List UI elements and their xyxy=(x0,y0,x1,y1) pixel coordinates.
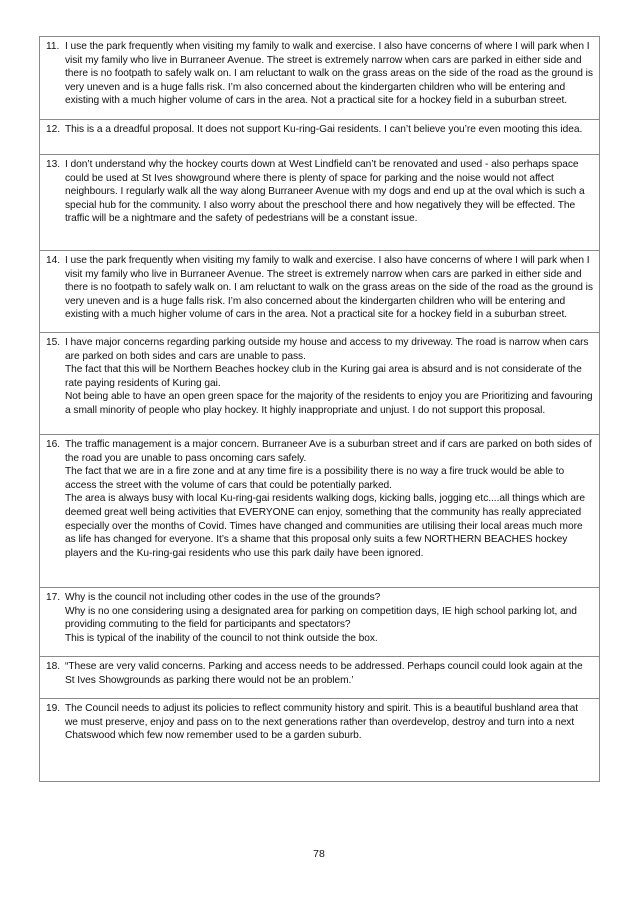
comment-cell xyxy=(40,435,600,588)
comment xyxy=(46,40,593,108)
comment-text xyxy=(65,591,593,645)
comment-row-16 xyxy=(40,435,600,588)
comment xyxy=(46,438,593,560)
comment-paragraph: The Council needs to adjust its policies to reflect community history and spirit. This is a beautiful bushland area that we must preserve, enjoy and pass on to the next generations rather than overdevelop, destroy and turn into a next Chatswood which few now remember used to be a garden suburb. xyxy=(65,703,579,742)
comment-paragraph: I don’t understand why the hockey courts down at West Lindfield can’t be renovated and used - also perhaps space could be used at St Ives showground where there is plenty of space for parking and the noise would not affect neighbours. I regularly walk all the way along Burraneer Avenue with my dogs and end up at the oval which is such a special hub for the community. I also worry about the preschool there and how negatively they will be effected. The traffic will be a nightmare and the safety of pedestrians will be a constant issue. xyxy=(65,159,585,225)
comment-text xyxy=(65,336,593,418)
comment-row-15 xyxy=(40,333,600,435)
comment-paragraph: This is a a dreadful proposal. It does not support Ku-ring-Gai residents. I can’t believe you’re even mooting this idea. xyxy=(65,124,583,135)
comment-number: 13. xyxy=(46,159,61,170)
comment-row-13 xyxy=(40,155,600,251)
comment-paragraph: Why is no one considering using a designated area for parking on competition days, IE high school parking lot, and providing commuting to the field for participants and spectators? xyxy=(65,605,577,631)
comment-paragraph: “These are very valid concerns. Parking and access needs to be addressed. Perhaps council could look again at the St Ives Showgrounds as parking there would not be an problem.’ xyxy=(65,661,583,686)
page-number: 78 xyxy=(313,848,325,860)
comment-row-11 xyxy=(40,37,600,120)
comment-text xyxy=(65,40,593,108)
comment-cell xyxy=(40,120,600,155)
comment-paragraph: The traffic management is a major concern. Burraneer Ave is a suburban street and if cars are parked on both sides of the road you are unable to pass oncoming cars safely. xyxy=(65,439,592,464)
comment-number: 15. xyxy=(46,337,61,348)
comment-cell xyxy=(40,657,600,699)
comment-text xyxy=(65,123,593,137)
comment xyxy=(46,254,593,322)
comment xyxy=(46,591,593,645)
comment-paragraph: The area is always busy with local Ku-ring-gai residents walking dogs, kicking balls, jogging etc....all things which are deemed great well being activities that EVERYONE can enjoy, something that the community has really appreciated especially over the months of Covid. Times have changed and communities are utilising their local areas much more as life has changed for everyone. It’s a shame that this proposal only suits a few NORTHERN BEACHES hockey players and the Ku-ring-gai residents who use this park daily have been ignored. xyxy=(65,493,585,559)
comment-paragraph: I use the park frequently when visiting my family to walk and exercise. I also have concerns of where I will park when I visit my family who live in Burraneer Avenue. The street is extremely narrow when cars are parked in either side and there is no footpath to safely walk on. I am reluctant to walk on the grass areas on the side of the road as the ground is very uneven and is a huge falls risk. I’m also concerned about the kindergarten children who will be entering and existing with a much higher volume of cars in the area. Not a practical site for a hockey field in a suburban street. xyxy=(65,255,593,321)
comment-row-14 xyxy=(40,251,600,333)
comment-number: 19. xyxy=(46,703,61,714)
comment-number: 17. xyxy=(46,592,61,603)
comment xyxy=(46,702,593,743)
comment-number: 16. xyxy=(46,439,61,450)
comment-row-12 xyxy=(40,120,600,155)
comment-paragraph: Not being able to have an open green space for the majority of the residents to enjoy you are Prioritizing and favouring a small minority of people who play hockey. It highly inappropriate and unjust. I do not support this proposal. xyxy=(65,391,593,416)
comment-number: 18. xyxy=(46,661,61,672)
comment xyxy=(46,336,593,418)
comment-row-17 xyxy=(40,588,600,657)
comment-cell xyxy=(40,699,600,782)
comment-text xyxy=(65,702,593,743)
comment-paragraph: I use the park frequently when visiting my family to walk and exercise. I also have concerns of where I will park when I visit my family who live in Burraneer Avenue. The street is extremely narrow when cars are parked in either side and there is no footpath to safely walk on. I am reluctant to walk on the grass areas on the side of the road as the ground is very uneven and is a huge falls risk. I’m also concerned about the kindergarten children who will be entering and existing with a much higher volume of cars in the area. Not a practical site for a hockey field in a suburban street. xyxy=(65,41,593,107)
comment-text xyxy=(65,254,593,322)
comment-row-19 xyxy=(40,699,600,782)
comment-paragraph: The fact that we are in a fire zone and at any time fire is a possibility there is no way a fire truck would be able to access the street with the volume of cars that could be potentially parked. xyxy=(65,466,565,491)
comment-paragraph: Why is the council not including other codes in the use of the grounds? xyxy=(65,592,381,603)
comment-number: 12. xyxy=(46,124,61,135)
comment-cell xyxy=(40,251,600,333)
comment-text xyxy=(65,660,593,687)
comment xyxy=(46,158,593,226)
comment-cell xyxy=(40,37,600,120)
comment-paragraph: The fact that this will be Northern Beaches hockey club in the Kuring gai area is absurd and is not considerate of the rate paying residents of Kuring gai. xyxy=(65,364,582,389)
comment-paragraph: I have major concerns regarding parking outside my house and access to my driveway. The road is narrow when cars are parked on both sides and cars are unable to pass. xyxy=(65,337,589,362)
comment xyxy=(46,123,593,137)
comment-text xyxy=(65,438,593,560)
comment-text xyxy=(65,158,593,226)
comment-paragraph: This is typical of the inability of the council to not think outside the box. xyxy=(65,632,378,644)
comment-cell xyxy=(40,333,600,435)
comment-cell xyxy=(40,155,600,251)
comment-number: 14. xyxy=(46,255,61,266)
comment xyxy=(46,660,593,687)
comment-row-18 xyxy=(40,657,600,699)
comments-table xyxy=(39,36,600,782)
comment-cell xyxy=(40,588,600,657)
comment-number: 11. xyxy=(46,41,60,52)
